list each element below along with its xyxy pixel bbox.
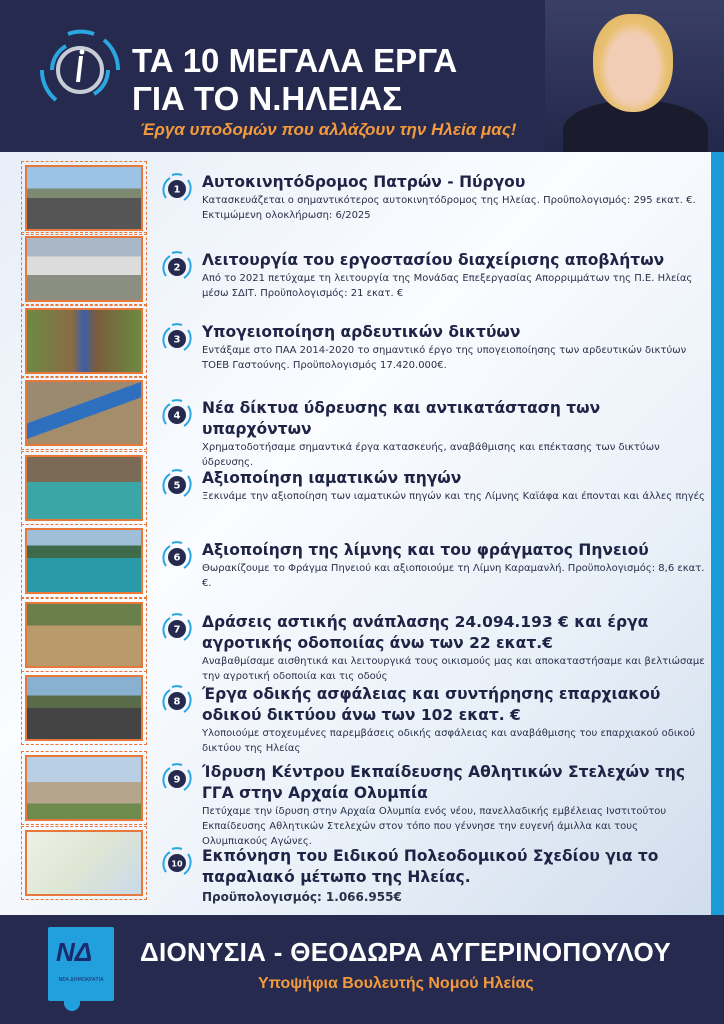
project-title: Αξιοποίηση ιαματικών πηγών — [202, 469, 462, 487]
project-description: Ξεκινάμε την αξιοποίηση των ιαματικών πηγών και της Λίμνης Καϊάφα και έπονται και άλλες πηγές — [202, 491, 705, 502]
number-badge-icon — [160, 612, 194, 646]
project-photo — [25, 236, 143, 302]
party-logo-text: ΝΔ — [56, 937, 93, 967]
project-description: Χρηματοδοτήσαμε σημαντικά έργα κατασκευής, αναβάθμισης και επέκτασης των δικτύων ύδρευσης. — [202, 442, 660, 468]
footer — [0, 915, 724, 1024]
project-item — [160, 322, 705, 373]
project-item — [160, 250, 705, 301]
project-title: Υπογειοποίηση αρδευτικών δικτύων — [202, 323, 521, 341]
candidate-role: Υποψήφια Βουλευτής Νομού Ηλείας — [258, 975, 534, 992]
project-photo — [25, 528, 143, 594]
info-i-circle-icon — [38, 28, 122, 112]
candidate-photo — [545, 0, 724, 152]
header — [0, 0, 724, 152]
project-photo — [25, 830, 143, 896]
project-item — [160, 540, 705, 591]
project-title: Ίδρυση Κέντρου Εκπαίδευσης Αθλητικών Στελεχών της ΓΓΑ στην Αρχαία Ολυμπία — [202, 763, 686, 802]
title-line-2: ΓΙΑ ΤΟ Ν.ΗΛΕΙΑΣ — [132, 80, 403, 117]
project-title: Εκπόνηση του Ειδικού Πολεοδομικού Σχεδίου για το παραλιακό μέτωπο της Ηλείας. — [202, 847, 659, 886]
project-item — [160, 612, 705, 684]
project-title: Έργα οδικής ασφάλειας και συντήρησης επαρχιακού οδικού δικτύου άνω των 102 εκατ. € — [202, 685, 661, 724]
project-description: Πετύχαμε την ίδρυση στην Αρχαία Ολυμπία ενός νέου, πανελλαδικής εμβέλειας Ινστιτούτου Εκπαίδευσης Αθλητικών Στελεχών στον τόπο που γέννησε την ευγενή άμιλλα και τους Ολυμπιακούς Αγώνες. — [202, 806, 667, 847]
subtitle: Έργα υποδομών που αλλάζουν την Ηλεία μας! — [140, 120, 517, 139]
project-number: 5 — [173, 480, 181, 492]
project-number: 4 — [173, 410, 181, 422]
project-item — [160, 398, 705, 470]
project-photo — [25, 308, 143, 374]
number-badge-icon — [160, 322, 194, 356]
project-photo — [25, 455, 143, 521]
project-description: Θωρακίζουμε το Φράγμα Πηνειού και αξιοποιούμε τη Λίμνη Καραμανλή. Προϋπολογισμός: 8,6 εκατ.€. — [202, 563, 705, 589]
project-photo — [25, 602, 143, 668]
project-photo — [25, 755, 143, 821]
number-badge-icon — [160, 846, 194, 880]
project-title: Νέα δίκτυα ύδρευσης και αντικατάσταση των υπαρχόντων — [202, 399, 601, 438]
candidate-name: ΔΙΟΝΥΣΙΑ - ΘΕΟΔΩΡΑ ΑΥΓΕΡΙΝΟΠΟΥΛΟΥ — [140, 937, 671, 967]
number-badge-icon — [160, 684, 194, 718]
project-description: Αναβαθμίσαμε αισθητικά και λειτουργικά τους οικισμούς μας και αποκαταστήσαμε και βελτιώσαμε την αγροτική οδοποιία και τις οδούς — [202, 656, 705, 682]
project-photo — [25, 675, 143, 741]
number-badge-icon — [160, 762, 194, 796]
project-description: Προϋπολογισμός: 1.066.955€ — [202, 890, 402, 904]
number-badge-icon — [160, 250, 194, 284]
project-item — [160, 684, 705, 756]
project-description: Εντάξαμε στο ΠΑΑ 2014-2020 το σημαντικό έργο της υπογειοποίησης των αρδευτικών δικτύων ΤΟΕΒ Γαστούνης. Προϋπολογισμός 17.420.000€. — [202, 345, 687, 371]
project-title: Αξιοποίηση της λίμνης και του φράγματος Πηνειού — [202, 541, 649, 559]
number-badge-icon — [160, 398, 194, 432]
project-item — [160, 846, 705, 905]
title-line-1: ΤΑ 10 ΜΕΓΑΛΑ ΕΡΓΑ — [132, 42, 458, 79]
project-title: Λειτουργία του εργοστασίου διαχείρισης αποβλήτων — [202, 251, 665, 269]
project-photo — [25, 165, 143, 231]
project-title: Δράσεις αστικής ανάπλασης 24.094.193 € και έργα αγροτικής οδοποιίας άνω των 22 εκατ.€ — [202, 613, 649, 652]
project-description: Υλοποιούμε στοχευμένες παρεμβάσεις οδικής ασφάλειας και αναβάθμισης του επαρχιακού οδικού δικτύου της Ηλείας — [202, 728, 696, 754]
project-item — [160, 762, 705, 849]
project-title: Αυτοκινητόδρομος Πατρών - Πύργου — [202, 173, 526, 191]
number-badge-icon — [160, 540, 194, 574]
project-number: 10 — [171, 859, 183, 869]
project-description: Από το 2021 πετύχαμε τη λειτουργία της Μονάδας Επεξεργασίας Απορριμμάτων της Π.Ε. Ηλείας μέσω ΣΔΙΤ. Προϋπολογισμός: 21 εκατ. € — [202, 273, 693, 299]
party-logo-subtext: ΝΕΑ ΔΗΜΟΚΡΑΤΙΑ — [58, 977, 104, 983]
project-description: Κατασκευάζεται ο σημαντικότερος αυτοκινητόδρομος της Ηλείας. Προϋπολογισμός: 295 εκατ. €. Εκτιμώμενη ολοκλήρωση: 6/2025 — [202, 195, 696, 221]
project-item — [160, 468, 705, 504]
project-number: 9 — [173, 774, 181, 786]
project-number: 7 — [173, 624, 181, 636]
project-number: 1 — [173, 184, 181, 196]
project-number: 3 — [173, 334, 181, 346]
page-title — [132, 42, 457, 118]
number-badge-icon — [160, 468, 194, 502]
project-photo — [25, 380, 143, 446]
project-item — [160, 172, 705, 223]
blue-side-strip — [711, 152, 724, 915]
party-logo-tab — [64, 999, 80, 1011]
project-number: 2 — [173, 262, 181, 274]
number-badge-icon — [160, 172, 194, 206]
project-number: 8 — [173, 696, 181, 708]
project-number: 6 — [173, 552, 181, 564]
party-logo — [48, 927, 114, 1001]
